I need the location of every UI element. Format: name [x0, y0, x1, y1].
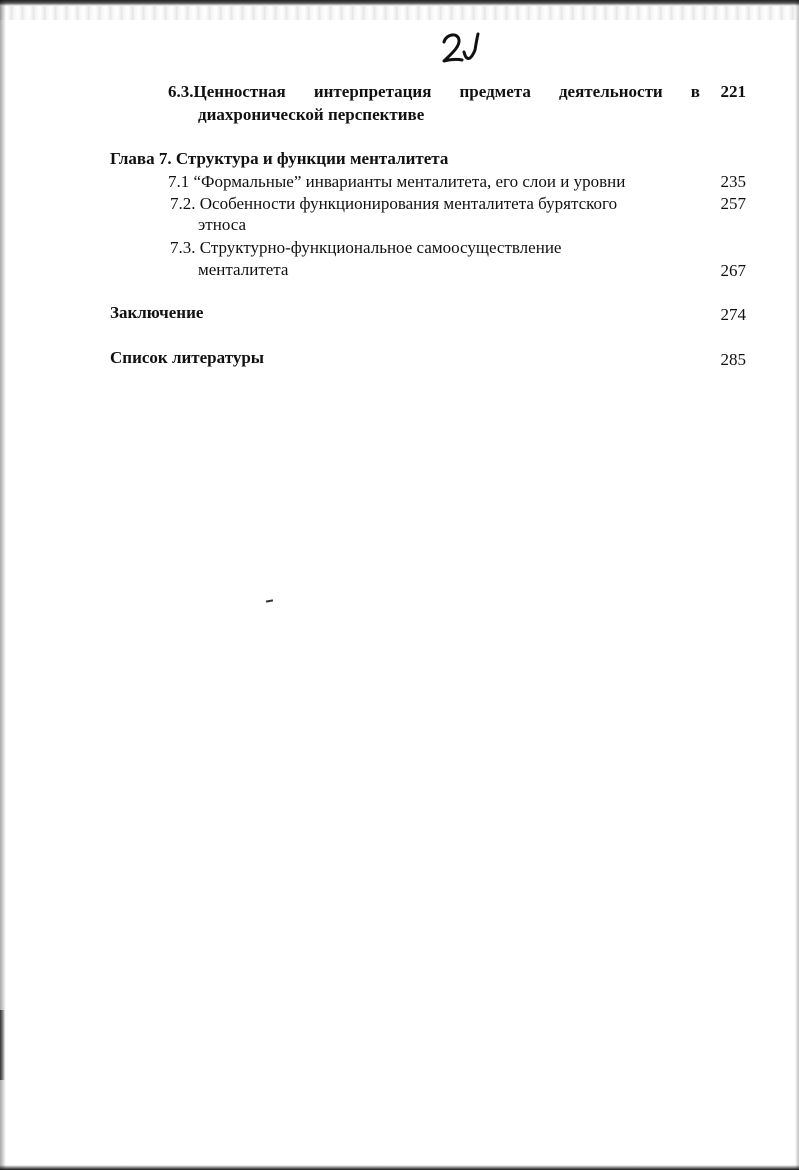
toc-entry-7-2-line1: 7.2. Особенности функционирования менталитета бурятского: [170, 194, 618, 213]
toc-entry-6-3-line2: диахронической перспективе: [198, 105, 425, 124]
toc-entry-6-3-line1: 6.3.Ценностная интерпретация предмета деятельности в: [168, 82, 700, 101]
scan-edge-left: [0, 0, 6, 1170]
toc-entry-7-3-page: 267: [720, 261, 746, 280]
scan-noise-top: [0, 6, 799, 20]
toc-entry-7-3-line1: 7.3. Структурно-функциональное самоосуществление: [170, 238, 562, 257]
toc-conclusion-title: Заключение: [110, 303, 204, 322]
toc-references-page: 285: [720, 350, 746, 369]
toc-entry-7-2-page: 257: [720, 194, 746, 213]
handwritten-page-number: [440, 30, 480, 66]
toc-entry-7-2-line2: этноса: [198, 215, 247, 234]
toc-entry-6-3-page: 221: [720, 82, 746, 101]
scan-speck: [266, 599, 273, 602]
toc-entry-7-3-line2: менталитета: [198, 260, 289, 279]
toc-entry-7-1-page: 235: [720, 172, 746, 191]
toc-chapter-7-title: Глава 7. Структура и функции менталитета: [110, 149, 449, 168]
scan-edge-right: [795, 0, 799, 1170]
scan-mark-left: [0, 1010, 5, 1080]
toc-conclusion-page: 274: [720, 305, 746, 324]
scan-edge-bottom: [0, 1165, 799, 1170]
toc-references-title: Список литературы: [110, 348, 265, 367]
toc-entry-7-1: 7.1 “Формальные” инварианты менталитета, его слои и уровни: [168, 172, 626, 191]
